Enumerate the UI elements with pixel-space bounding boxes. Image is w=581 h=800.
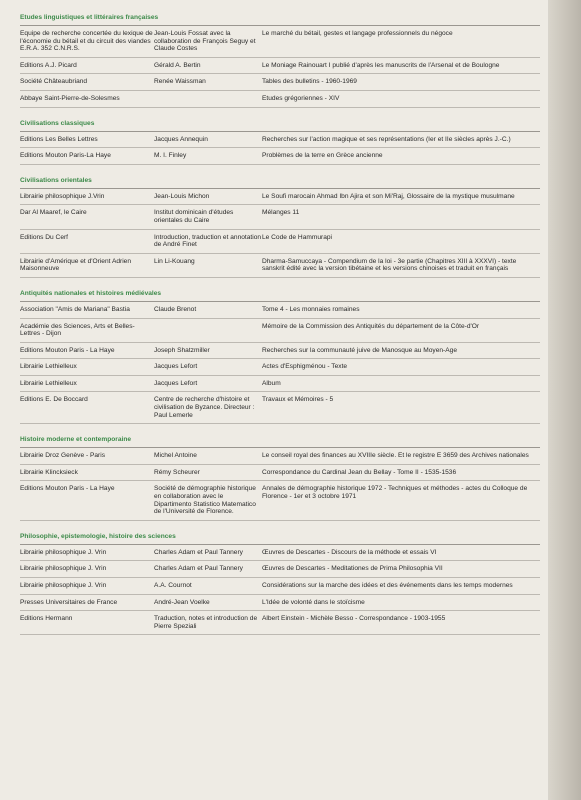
entry-divider	[20, 634, 540, 635]
publisher-cell: Librairie Lethielleux	[20, 363, 77, 371]
author-cell: André-Jean Voelke	[154, 598, 210, 606]
author-cell: Jean-Louis Fossat avec la collaboration de François Seguy et Claude Costes	[154, 30, 256, 53]
title-cell: Recherches sur l'action magique et ses représentations (Ier et IIe siècles après J.-C.)	[262, 135, 511, 143]
publisher-cell: Equipe de recherche concertée du lexique de l'économie du bétail et du circuit des viandes E.R.A. 352 C.N.R.S.	[20, 30, 153, 53]
author-cell: Introduction, traduction et annotation de André Finet	[154, 233, 262, 249]
author-cell: Michel Antoine	[154, 452, 197, 460]
author-cell: Société de démographie historique en collaboration avec le Dipartimento Statistico Matematico de l'Université de Florence.	[154, 485, 256, 516]
entry-divider	[20, 90, 540, 91]
author-cell: Gérald A. Bertin	[154, 61, 201, 69]
section-divider	[20, 447, 540, 448]
publisher-cell: Librairie philosophique J. Vrin	[20, 565, 107, 573]
title-cell: Le Code de Hammurapi	[262, 233, 333, 241]
author-cell: Jacques Annequin	[154, 135, 208, 143]
catalog-entry	[20, 396, 540, 423]
catalog-entry	[20, 363, 540, 375]
catalog-entry	[20, 95, 540, 107]
entry-divider	[20, 107, 540, 108]
entry-divider	[20, 229, 540, 230]
author-cell: Lin Li-Kouang	[154, 257, 195, 265]
publisher-cell: Librairie d'Amérique et d'Orient Adrien Maisonneuve	[20, 257, 132, 273]
section-divider	[20, 25, 540, 26]
title-cell: Œuvres de Descartes - Meditationes de Prima Philosophia VII	[262, 565, 443, 573]
publisher-cell: Editions Mouton Paris - La Haye	[20, 485, 115, 493]
title-cell: Le marché du bétail, gestes et langage professionnels du négoce	[262, 30, 453, 37]
author-cell: Charles Adam et Paul Tannery	[154, 565, 243, 573]
catalog-entry	[20, 615, 540, 634]
publisher-cell: Librairie Lethielleux	[20, 379, 77, 387]
title-cell: Le conseil royal des finances au XVIIIe siècle. Et le registre E 3659 des Archives nationales	[262, 452, 529, 460]
catalog-entry	[20, 582, 540, 594]
author-cell: Jacques Lefort	[154, 379, 198, 387]
entry-divider	[20, 610, 540, 611]
section-divider	[20, 188, 540, 189]
title-cell: Dharma-Samuccaya - Compendium de la loi - 3e partie (Chapitres XIII à XXXVI) - texte sanskrit édité avec la version tibétaine et les versions chinoises et traduit en français	[262, 257, 517, 273]
entry-divider	[20, 594, 540, 595]
author-cell: Jean-Louis Michon	[154, 192, 210, 200]
author-cell: Joseph Shatzmiller	[154, 346, 210, 354]
catalog-entry	[20, 306, 540, 318]
publisher-cell: Société Châteaubriand	[20, 78, 88, 86]
catalog-entry	[20, 452, 540, 464]
title-cell: Album	[262, 379, 281, 387]
section-gap	[20, 641, 540, 647]
entry-divider	[20, 204, 540, 205]
entry-divider	[20, 318, 540, 319]
entry-divider	[20, 277, 540, 278]
catalog-listing	[20, 14, 540, 647]
publisher-cell: Editions Du Cerf	[20, 233, 69, 241]
title-cell: Le Soufi marocain Ahmad Ibn Ajira et son Mi'Raj, Glossaire de la mystique musulmane	[262, 192, 515, 200]
section-divider	[20, 301, 540, 302]
catalog-entry	[20, 62, 540, 74]
author-cell	[154, 323, 262, 338]
catalog-entry	[20, 323, 540, 342]
publisher-cell: Editions Mouton Paris-La Haye	[20, 152, 111, 160]
catalog-entry	[20, 599, 540, 611]
section	[20, 290, 540, 424]
author-cell: Charles Adam et Paul Tannery	[154, 548, 243, 556]
author-cell: Jacques Lefort	[154, 363, 198, 371]
publisher-cell: Librairie Klincksieck	[20, 468, 78, 476]
catalog-entry	[20, 565, 540, 577]
title-cell: Considérations sur la marche des idées et des événements dans les temps modernes	[262, 582, 513, 589]
publisher-cell: Editions A.J. Picard	[20, 61, 77, 69]
entry-divider	[20, 391, 540, 392]
publisher-cell: Editions E. De Boccard	[20, 396, 88, 404]
title-cell: Œuvres de Descartes - Discours de la méthode et essais VI	[262, 548, 437, 556]
catalog-entry	[20, 485, 540, 519]
section	[20, 177, 540, 278]
entry-divider	[20, 358, 540, 359]
publisher-cell: Librairie philosophique J. Vrin	[20, 582, 107, 589]
catalog-entry	[20, 258, 540, 277]
publisher-cell: Librairie philosophique J.Vrin	[20, 192, 105, 200]
publisher-cell: Presses Universitaires de France	[20, 598, 118, 606]
entry-divider	[20, 464, 540, 465]
entry-divider	[20, 73, 540, 74]
section-title: Antiquités nationales et histoires médiévales	[20, 289, 162, 297]
catalog-entry	[20, 209, 540, 228]
publisher-cell: Académie des Sciences, Arts et Belles-Lettres - Dijon	[20, 322, 135, 338]
section	[20, 14, 540, 108]
catalog-entry	[20, 152, 540, 164]
page-edge	[548, 0, 581, 800]
publisher-cell: Dar Al Maaref, le Caire	[20, 209, 87, 217]
title-cell: Annales de démographie historique 1972 - Techniques et méthodes - actes du Colloque de Florence - 1er et 3 octobre 1971	[262, 485, 528, 501]
section-title: Etudes linguistiques et littéraires françaises	[20, 14, 159, 21]
title-cell: Albert Einstein - Michèle Besso - Correspondance - 1903-1955	[262, 615, 446, 623]
entry-divider	[20, 342, 540, 343]
entry-divider	[20, 57, 540, 58]
section	[20, 436, 540, 521]
author-cell: M. I. Finley	[154, 152, 187, 160]
catalog-entry	[20, 469, 540, 481]
section-title: Philosophie, epistemologie, histoire des sciences	[20, 532, 176, 540]
section	[20, 533, 540, 636]
entry-divider	[20, 147, 540, 148]
title-cell: Actes d'Esphigménou - Texte	[262, 363, 348, 371]
title-cell: Etudes grégoriennes - XIV	[262, 94, 340, 102]
publisher-cell: Editions Mouton Paris - La Haye	[20, 346, 115, 354]
catalog-entry	[20, 549, 540, 561]
catalog-entry	[20, 234, 540, 253]
entry-divider	[20, 520, 540, 521]
catalog-entry	[20, 78, 540, 90]
publisher-cell: Librairie Droz Genève - Paris	[20, 452, 106, 460]
entry-divider	[20, 253, 540, 254]
author-cell: Centre de recherche d'histoire et civilisation de Byzance. Directeur : Paul Lemerle	[154, 396, 255, 419]
title-cell: Recherches sur la communauté juive de Manosque au Moyen-Age	[262, 346, 457, 354]
publisher-cell: Abbaye Saint-Pierre-de-Solesmes	[20, 94, 120, 102]
entry-divider	[20, 577, 540, 578]
section-divider	[20, 131, 540, 132]
section	[20, 120, 540, 165]
author-cell: Claude Brenot	[154, 305, 197, 313]
publisher-cell: Librairie philosophique J. Vrin	[20, 548, 107, 556]
catalog-entry	[20, 136, 540, 148]
section-divider	[20, 544, 540, 545]
title-cell: Problèmes de la terre en Grèce ancienne	[262, 152, 383, 160]
catalog-entry	[20, 380, 540, 392]
entry-divider	[20, 560, 540, 561]
publisher-cell: Editions Hermann	[20, 615, 73, 623]
catalog-entry	[20, 30, 540, 57]
catalog-entry	[20, 347, 540, 359]
author-cell: Rémy Scheurer	[154, 468, 200, 476]
entry-divider	[20, 164, 540, 165]
title-cell: Le Moniage Rainouart I publié d'après les manuscrits de l'Arsenal et de Boulogne	[262, 61, 500, 69]
title-cell: L'Idée de volonté dans le stoïcisme	[262, 598, 365, 606]
title-cell: Mémoire de la Commission des Antiquités du département de la Côte-d'Or	[262, 322, 480, 330]
title-cell: Travaux et Mémoires - 5	[262, 396, 334, 404]
title-cell: Tome 4 - Les monnaies romaines	[262, 305, 360, 313]
entry-divider	[20, 480, 540, 481]
entry-divider	[20, 375, 540, 376]
title-cell: Correspondance du Cardinal Jean du Bellay - Tome II - 1535-1536	[262, 468, 457, 476]
publisher-cell: Association "Amis de Mariana" Bastia	[20, 305, 130, 313]
entry-divider	[20, 423, 540, 424]
section-title: Civilisations classiques	[20, 119, 95, 127]
section-title: Civilisations orientales	[20, 176, 92, 184]
publisher-cell: Editions Les Belles Lettres	[20, 135, 98, 143]
section-title: Histoire moderne et contemporaine	[20, 436, 132, 444]
author-cell: A.A. Cournot	[154, 582, 192, 589]
author-cell: Renée Waissman	[154, 78, 206, 86]
catalog-entry	[20, 193, 540, 205]
author-cell: Traduction, notes et introduction de Pierre Speziali	[154, 615, 258, 630]
title-cell: Mélanges 11	[262, 209, 300, 217]
title-cell: Tables des bulletins - 1960-1969	[262, 78, 357, 86]
author-cell: Institut dominicain d'études orientales du Caire	[154, 209, 234, 224]
author-cell	[154, 95, 262, 103]
